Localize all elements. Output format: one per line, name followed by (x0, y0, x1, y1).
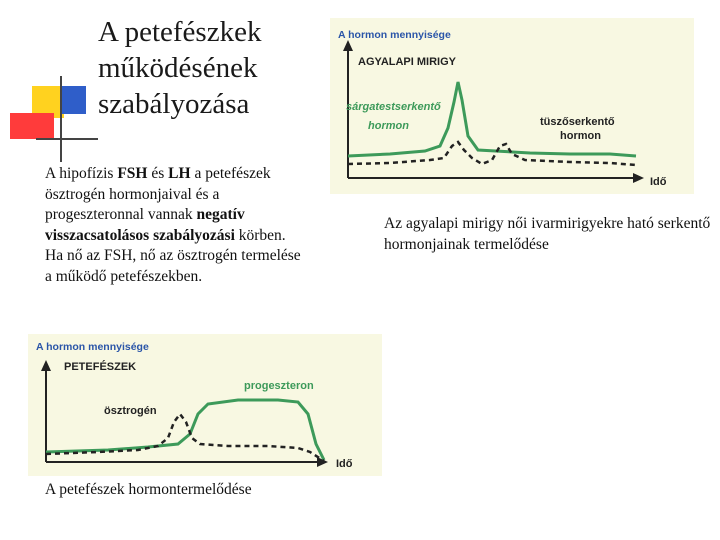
organ-label: PETEFÉSZEK (64, 361, 137, 373)
ovary-hormone-diagram (28, 334, 382, 476)
x-axis-label: Idő (650, 176, 667, 188)
ornament-red-square (10, 113, 54, 139)
slide-title (98, 14, 318, 122)
body-text-segment: a petefészek ösztrogén hormonjaival és a progeszteronnal vannak (45, 165, 271, 223)
series-label-lh: sárgatestserkentő (346, 101, 441, 113)
title-line-1: A petefészkek (98, 16, 262, 48)
series-label-estrogen: ösztrogén (104, 405, 157, 417)
body-text-segment: A hipofízis (45, 165, 118, 182)
ornament-horizontal-line (36, 138, 98, 140)
series-label-lh-line2: hormon (368, 120, 409, 132)
axis-title: A hormon mennyisége (36, 341, 149, 353)
body-text-bold-lh: LH (168, 165, 191, 182)
body-text-bold-feedback: negatív visszacsatolásos szabályozási (45, 206, 245, 244)
body-paragraph (45, 164, 307, 287)
body-text-segment: és (147, 165, 169, 182)
body-text-segment: körben. Ha nő az FSH, nő az ösztrogén termelése a működő petefészekben. (45, 226, 301, 285)
series-label-progesterone: progeszteron (244, 380, 314, 392)
x-axis-label: Idő (336, 458, 353, 470)
title-line-3: szabályozása (98, 88, 250, 120)
series-label-fsh: tüszőserkentő (540, 116, 615, 128)
organ-label: AGYALAPI MIRIGY (358, 56, 456, 68)
ornament-vertical-line (60, 76, 62, 162)
pituitary-diagram-caption: Az agyalapi mirigy női ivarmirigyekre ható serkentő hormonjainak termelődése (384, 215, 711, 253)
title-line-2: működésének (98, 52, 258, 84)
series-label-fsh-line2: hormon (560, 130, 601, 142)
body-text-bold-fsh: FSH (117, 165, 148, 182)
axis-title: A hormon mennyisége (338, 29, 451, 41)
ovary-diagram-caption: A petefészek hormontermelődése (45, 481, 252, 498)
ornament-blue-square (62, 86, 86, 114)
pituitary-hormone-diagram (330, 18, 694, 194)
